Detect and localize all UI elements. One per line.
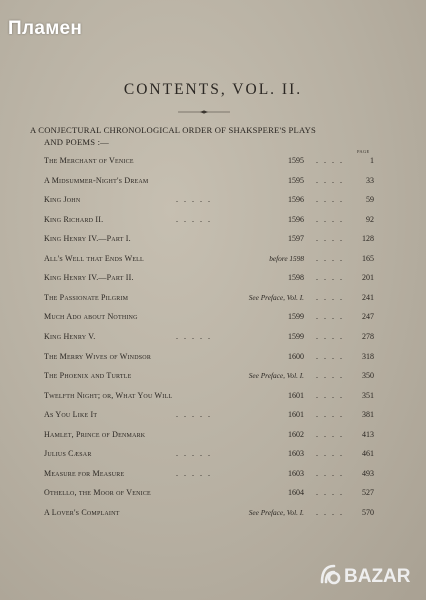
entry-title: King Henry V. <box>44 331 96 341</box>
entry-year: 1598 <box>288 273 304 283</box>
contents-row <box>0 311 426 323</box>
entry-year: 1599 <box>288 312 304 322</box>
entry-page: 59 <box>366 195 374 205</box>
contents-row <box>0 409 426 421</box>
contents-row <box>0 214 426 226</box>
entry-page: 241 <box>362 292 374 302</box>
bazar-logo <box>318 552 422 596</box>
contents-row <box>0 468 426 480</box>
entry-title: As You Like It <box>44 410 98 420</box>
entry-year: 1595 <box>288 156 304 165</box>
entry-year: 1595 <box>288 175 304 185</box>
entry-title: Hamlet, Prince of Denmark <box>44 429 146 439</box>
contents-row <box>0 448 426 460</box>
leader-dots: . . . . <box>316 253 344 263</box>
entry-year: 1603 <box>288 468 304 478</box>
contents-row <box>0 390 426 402</box>
leader-dots: . . . . . <box>176 195 212 205</box>
entry-title: King John <box>44 195 81 205</box>
contents-row <box>0 272 426 284</box>
entry-page: 413 <box>362 429 374 439</box>
contents-row <box>0 155 426 167</box>
contents-row <box>0 253 426 265</box>
entry-page: 318 <box>362 351 374 361</box>
entry-page: 493 <box>362 468 374 478</box>
entry-year: 1601 <box>288 390 304 400</box>
entry-year: 1604 <box>288 488 304 498</box>
page-column-label: PAGE <box>357 149 370 154</box>
leader-dots: . . . . <box>316 273 344 283</box>
leader-dots: . . . . <box>316 390 344 400</box>
leader-dots: . . . . <box>316 156 344 165</box>
entry-year: 1596 <box>288 195 304 205</box>
contents-row <box>0 175 426 187</box>
title-ornament <box>178 110 230 114</box>
entry-year: 1599 <box>288 331 304 341</box>
entry-title: Julius Cæsar <box>44 449 92 459</box>
entry-title: Othello, the Moor of Venice <box>44 488 151 498</box>
entry-year: 1600 <box>288 351 304 361</box>
entry-year: See Preface, Vol. I. <box>248 507 304 517</box>
entry-title: A Lover's Complaint <box>44 507 120 517</box>
entry-title: King Henry IV.—Part II. <box>44 273 134 283</box>
entry-page: 351 <box>362 390 374 400</box>
entry-year: before 1598 <box>269 253 304 263</box>
contents-row <box>0 429 426 441</box>
entry-year: See Preface, Vol. I. <box>248 292 304 302</box>
entry-page: 527 <box>362 488 374 498</box>
entry-year: 1601 <box>288 410 304 420</box>
entry-page: 128 <box>362 234 374 244</box>
leader-dots: . . . . <box>316 195 344 205</box>
leader-dots: . . . . <box>316 410 344 420</box>
leader-dots: . . . . . <box>176 449 212 459</box>
leader-dots: . . . . . <box>176 468 212 478</box>
entry-page: 201 <box>362 273 374 283</box>
leader-dots: . . . . <box>316 507 344 517</box>
entry-page: 165 <box>362 253 374 263</box>
leader-dots: . . . . <box>316 488 344 498</box>
entry-year: See Preface, Vol. I. <box>248 371 304 381</box>
entry-page: 247 <box>362 312 374 322</box>
entry-title: King Richard II. <box>44 214 104 224</box>
section-heading <box>30 124 390 148</box>
leader-dots: . . . . <box>316 234 344 244</box>
svg-text:BAZAR: BAZAR <box>344 566 411 587</box>
entry-title: A Midsummer-Night's Dream <box>44 175 149 185</box>
leader-dots: . . . . <box>316 175 344 185</box>
contents-row <box>0 351 426 363</box>
contents-row <box>0 507 426 519</box>
seller-watermark: Пламен <box>8 18 83 39</box>
entry-title: The Passionate Pilgrim <box>44 292 129 302</box>
leader-dots: . . . . . <box>176 214 212 224</box>
entry-title: Measure for Measure <box>44 468 125 478</box>
leader-dots: . . . . <box>316 468 344 478</box>
entry-title: King Henry IV.—Part I. <box>44 234 131 244</box>
leader-dots: . . . . . <box>176 331 212 341</box>
contents-row <box>0 194 426 206</box>
leader-dots: . . . . <box>316 292 344 302</box>
entry-page: 33 <box>366 175 374 185</box>
entry-page: 381 <box>362 410 374 420</box>
leader-dots: . . . . <box>316 429 344 439</box>
entry-title: Much Ado about Nothing <box>44 312 138 322</box>
section-heading-line-2: AND POEMS :— <box>44 137 109 147</box>
leader-dots: . . . . <box>316 214 344 224</box>
entry-year: 1603 <box>288 449 304 459</box>
contents-row <box>0 233 426 245</box>
entry-title: Twelfth Night; or, What You Will <box>44 390 173 400</box>
entry-title: The Phoenix and Turtle <box>44 371 132 381</box>
entry-title: The Merry Wives of Windsor <box>44 351 152 361</box>
entry-title: All's Well that Ends Well <box>44 253 144 263</box>
contents-row <box>0 331 426 343</box>
leader-dots: . . . . <box>316 351 344 361</box>
entry-page: 461 <box>362 449 374 459</box>
entry-page: 278 <box>362 331 374 341</box>
section-heading-line-1: A CONJECTURAL CHRONOLOGICAL ORDER OF SHAKSPERE'S PLAYS <box>30 125 316 135</box>
contents-row <box>0 487 426 499</box>
entry-page: 1 <box>370 156 374 165</box>
contents-row <box>0 370 426 382</box>
entry-title: The Merchant of Venice <box>44 156 134 165</box>
entry-page: 350 <box>362 371 374 381</box>
leader-dots: . . . . . <box>176 410 212 420</box>
page-title: CONTENTS, VOL. II. <box>123 81 303 98</box>
entry-year: 1597 <box>288 234 304 244</box>
contents-row <box>0 292 426 304</box>
leader-dots: . . . . <box>316 312 344 322</box>
leader-dots: . . . . <box>316 449 344 459</box>
entry-page: 92 <box>366 214 374 224</box>
entry-year: 1596 <box>288 214 304 224</box>
entry-year: 1602 <box>288 429 304 439</box>
leader-dots: . . . . <box>316 331 344 341</box>
entry-page: 570 <box>362 507 374 517</box>
leader-dots: . . . . <box>316 371 344 381</box>
